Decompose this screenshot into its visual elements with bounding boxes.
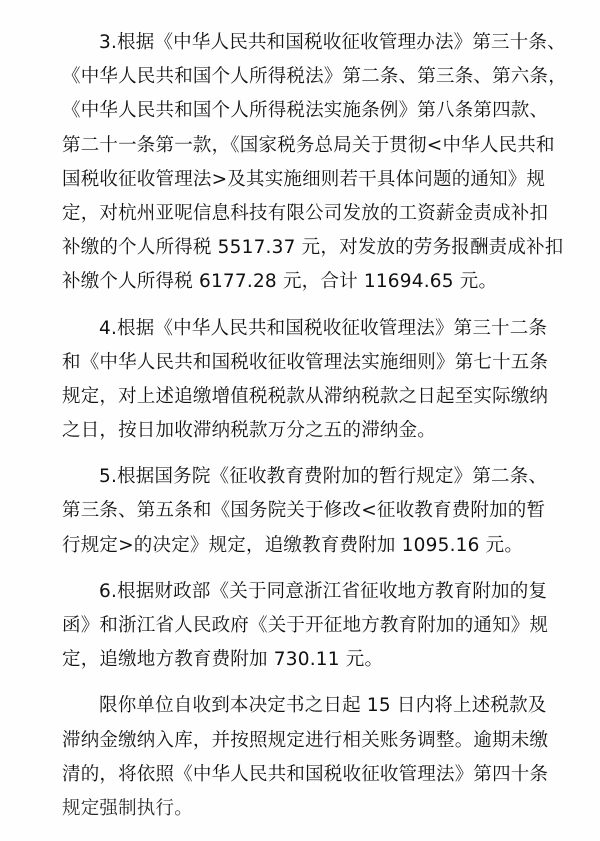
paragraph-5 [62, 460, 562, 563]
paragraph-line: 定，追缴地方教育费附加 730.11 元。 [62, 649, 384, 671]
paragraph-line: 国税收征收管理法>及其实施细则若干具体问题的通知》规 [62, 168, 546, 190]
paragraph-line: 4.根据《中华人民共和国税收征收管理法》第三十二条 [99, 317, 548, 339]
paragraph-line: 补缴个人所得税 6177.28 元，合计 11694.65 元。 [62, 271, 498, 293]
paragraph-line: 第二十一条第一款，《国家税务总局关于贯彻<中华人民共和 [62, 134, 555, 156]
paragraph-line: 清的，将依照《中华人民共和国税收征收管理法》第四十条 [62, 763, 549, 785]
document-body [62, 26, 567, 826]
paragraph-line: 和《中华人民共和国税收征收管理法实施细则》第七十五条 [62, 351, 549, 373]
paragraph-line: 5.根据国务院《征收教育费附加的暂行规定》第二条、 [99, 466, 548, 488]
paragraph-line: 3.根据《中华人民共和国税收征收管理办法》第三十条、 [99, 32, 566, 53]
paragraph-line: 《中华人民共和国个人所得税法》第二条、第三条、第六条， [62, 66, 567, 88]
paragraph-line: 《中华人民共和国个人所得税法实施条例》第八条第四款、 [62, 100, 549, 122]
paragraph-gap [62, 563, 562, 575]
paragraph-gap [62, 677, 562, 689]
paragraph-line: 限你单位自收到本决定书之日起 15 日内将上述税款及 [99, 695, 547, 717]
paragraph-line: 6.根据财政部《关于同意浙江省征收地方教育附加的复 [99, 580, 548, 602]
paragraph-line: 规定，对上述追缴增值税税款从滞纳税款之日起至实际缴纳 [62, 385, 549, 407]
paragraph-line: 定，对杭州亚呢信息科技有限公司发放的工资薪金责成补扣 [62, 202, 549, 224]
paragraph-line: 滞纳金缴纳入库，并按照规定进行相关账务调整。逾期未缴 [62, 729, 549, 751]
paragraph-gap [62, 300, 562, 312]
paragraph-line: 函》和浙江省人民政府《关于开征地方教育附加的通知》规 [62, 615, 549, 636]
paragraph-6 [62, 575, 562, 678]
paragraph-3 [62, 26, 567, 300]
paragraph-line: 补缴的个人所得税 5517.37 元，对发放的劳务报酬责成补扣 [62, 237, 564, 259]
paragraph-line-cut: 规定强制执行。 [62, 797, 193, 819]
paragraph-deadline [62, 689, 562, 826]
paragraph-line: 之日，按日加收滞纳税款万分之五的滞纳金。 [62, 420, 437, 442]
paragraph-line: 行规定>的决定》规定，追缴教育费附加 1095.16 元。 [62, 534, 524, 556]
paragraph-line: 第三条、第五条和《国务院关于修改<征收教育费附加的暂 [62, 500, 546, 522]
paragraph-4 [62, 312, 562, 449]
paragraph-gap [62, 448, 562, 460]
